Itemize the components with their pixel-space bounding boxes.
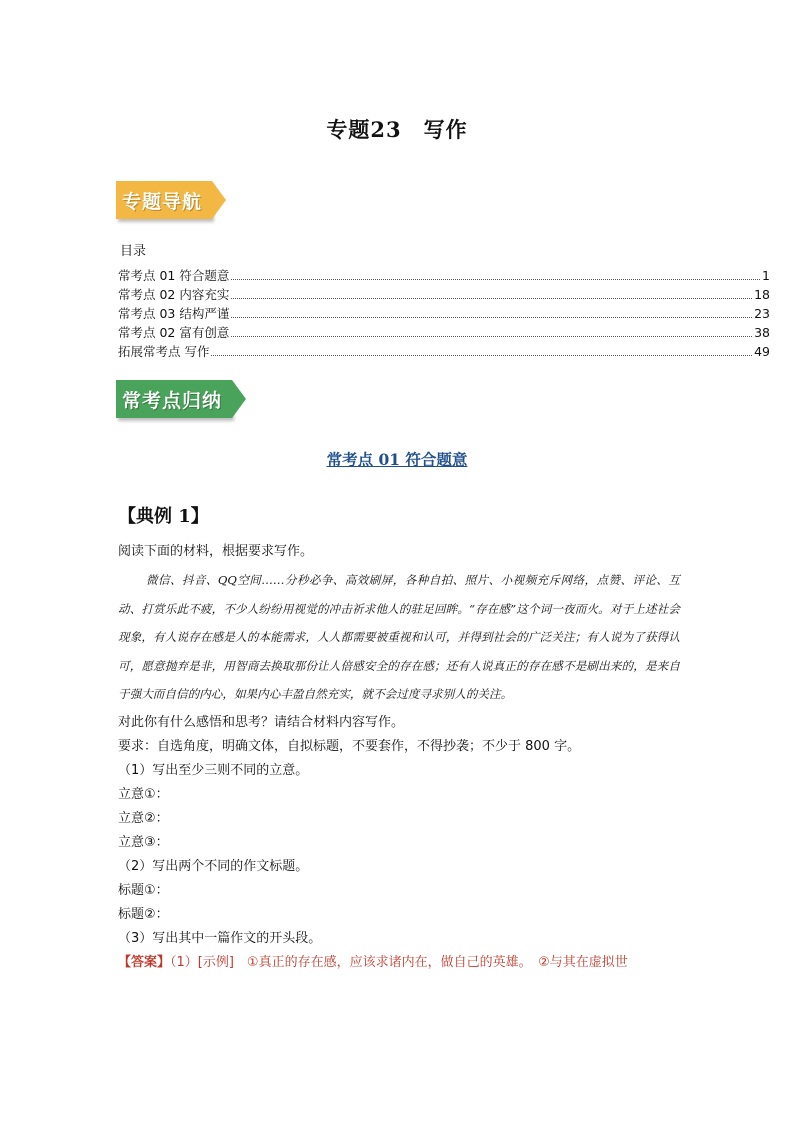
- title-1-label: 标题①：: [118, 882, 169, 898]
- toc-entry[interactable]: [118, 285, 770, 304]
- nav-banner-label: 专题导航: [116, 181, 212, 219]
- toc-leader: [231, 336, 752, 337]
- toc-entry-label: 常考点 02 内容充实: [118, 287, 230, 302]
- material-paragraph: 微信、抖音、QQ空间……分秒必争、高效刷屏，各种自拍、照片、小视频充斥网络，点赞、评论、互动、打赏乐此不疲，不少人纷纷用视觉的冲击祈求他人的驻足回眸。“存在感”这个词一夜而火。对于上述社会现象，有人说存在感是人的本能需求，人人都需要被重视和认可，并得到社会的广泛关注；有人说为了获得认可，愿意抛弃是非，用智商去换取那份让人倍感安全的存在感；还有人说真正的存在感不是刷出来的，是来自于强大而自信的内心，如果内心丰盈自然充实，就不会过度寻求别人的关注。: [118, 573, 680, 701]
- toc-entry[interactable]: [118, 323, 770, 342]
- subquestion-1: （1）写出至少三则不同的立意。: [118, 762, 309, 778]
- answer-line: [118, 951, 680, 975]
- summary-banner: [116, 380, 246, 418]
- subquestion-3: （3）写出其中一篇作文的开头段。: [118, 930, 322, 946]
- toc-entry[interactable]: [118, 266, 770, 285]
- nav-banner: [116, 181, 226, 219]
- title-number: 专题23: [326, 117, 402, 142]
- toc-entry[interactable]: [118, 342, 770, 361]
- toc-entry-page: 1: [762, 268, 770, 283]
- summary-banner-label: 常考点归纳: [116, 380, 232, 418]
- example-content: [118, 540, 680, 975]
- requirement-text: 要求：自选角度，明确文体，自拟标题，不要套作，不得抄袭；不少于 800 字。: [118, 738, 581, 754]
- toc-entry-page: 38: [754, 325, 770, 340]
- idea-3-label: 立意③：: [118, 834, 169, 850]
- answer-text: （1）[示例] ①真正的存在感，应该求诸内在，做自己的英雄。 ②与其在虚拟世: [170, 954, 628, 970]
- toc-entry[interactable]: [118, 304, 770, 323]
- toc-leader: [231, 298, 752, 299]
- title-2-label: 标题②：: [118, 906, 169, 922]
- toc-entry-page: 49: [754, 344, 770, 359]
- toc-entry-page: 18: [754, 287, 770, 302]
- toc-entry-label: 拓展常考点 写作: [118, 344, 210, 359]
- nav-banner-arrow: [212, 181, 226, 219]
- toc-leader: [231, 279, 760, 280]
- toc-entry-label: 常考点 01 符合题意: [118, 268, 230, 283]
- subquestion-2: （2）写出两个不同的作文标题。: [118, 858, 309, 874]
- idea-2-label: 立意②：: [118, 810, 169, 826]
- question-text: 对此你有什么感悟和思考？请结合材料内容写作。: [118, 714, 405, 730]
- idea-1-label: 立意①：: [118, 786, 169, 802]
- table-of-contents: [118, 266, 770, 361]
- toc-entry-page: 23: [754, 306, 770, 321]
- section-heading[interactable]: 常考点 01 符合题意: [326, 450, 468, 469]
- toc-leader: [211, 355, 752, 356]
- title-text: 写作: [423, 117, 468, 142]
- toc-leader: [231, 317, 752, 318]
- example-title: 【典例 1】: [118, 506, 209, 527]
- instruction-text: 阅读下面的材料，根据要求写作。: [118, 544, 314, 559]
- toc-heading: 目录: [120, 244, 147, 259]
- summary-banner-arrow: [232, 380, 246, 418]
- toc-entry-label: 常考点 02 富有创意: [118, 325, 230, 340]
- answer-tag: 【答案】: [118, 954, 171, 970]
- document-title: [0, 114, 794, 144]
- toc-entry-label: 常考点 03 结构严谨: [118, 306, 230, 321]
